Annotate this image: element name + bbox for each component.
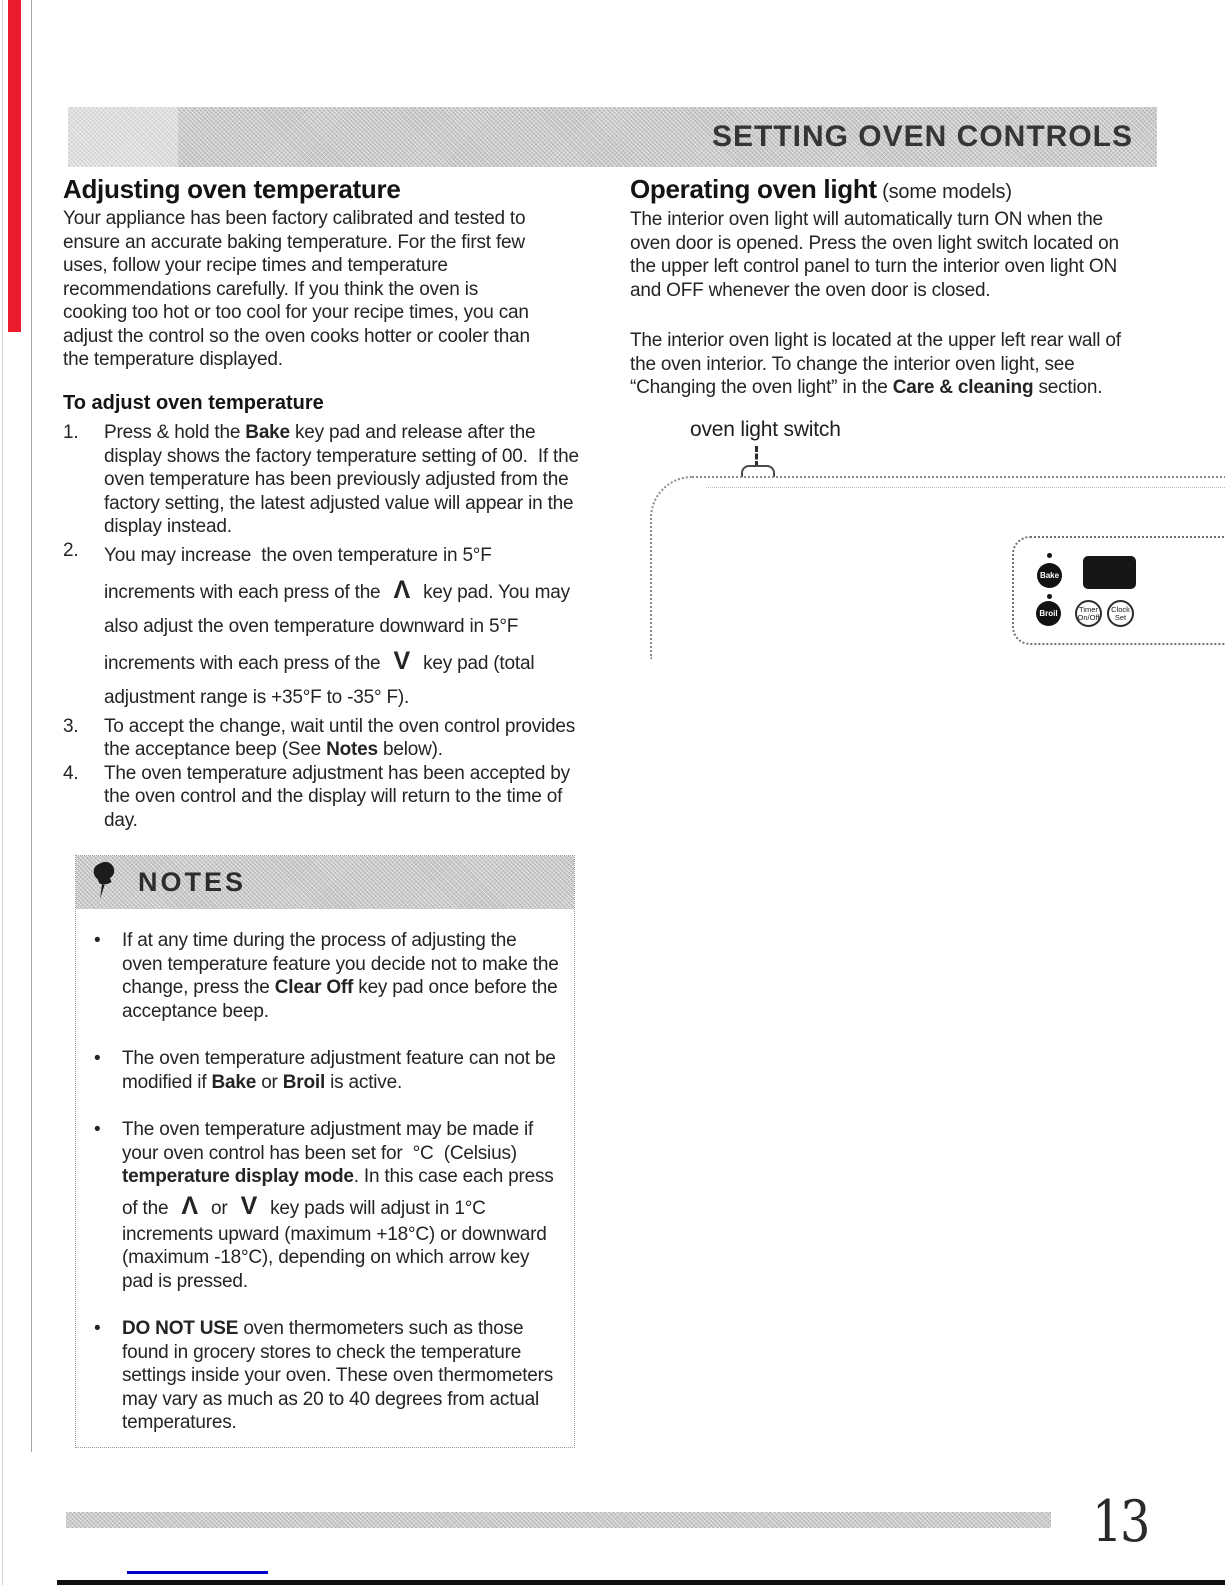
adjusting-oven-temperature-heading: Adjusting oven temperature <box>63 174 401 204</box>
page-number: 13 <box>1092 1489 1148 1555</box>
list-item <box>63 715 583 762</box>
list-item-number: 2. <box>63 539 79 561</box>
note-text: DO NOT USE oven thermometers such as those found in grocery stores to check the temperature settings inside your oven. These oven thermometers may vary as much as 20 to 40 degrees from actual temperatures. <box>122 1318 554 1433</box>
section-header-band <box>68 107 1157 167</box>
bake-indicator-dot <box>1047 553 1052 558</box>
notes-body <box>76 909 574 1435</box>
list-item <box>63 421 583 539</box>
adjusting-intro-paragraph: Your appliance has been factory calibrated and tested to ensure an accurate baking temperature. For the first few uses, follow your recipe times and temperature recommendations carefully. If you think the oven is cooking too hot or too cool for your recipe times, you can adjust the control so the oven cooks hotter or cooler than the temperature displayed. <box>63 208 530 370</box>
clock-label-line1: Clock <box>1111 604 1130 614</box>
bullet-marker: • <box>94 930 101 951</box>
broil-keypad-illustration <box>1036 601 1061 626</box>
list-item-number: 4. <box>63 762 79 784</box>
timer-keypad-illustration <box>1075 600 1102 627</box>
broil-label: Broil <box>1039 609 1058 618</box>
note-text: If at any time during the process of adjusting the oven temperature feature you decide not to make the change, press the Clear Off key pad once before the acceptance beep. <box>122 930 559 1022</box>
control-panel-edge-line <box>706 487 1225 488</box>
leader-line <box>755 446 758 467</box>
heading-text: Operating oven light <box>630 174 877 204</box>
oven-light-switch-label: oven light switch <box>690 418 841 441</box>
clock-label-line2: Set <box>1114 612 1127 622</box>
timer-label-line2: On/Off <box>1077 612 1100 622</box>
list-item <box>63 539 583 715</box>
list-item <box>63 762 583 833</box>
notes-box <box>75 855 575 1448</box>
clock-keypad-illustration <box>1107 600 1134 627</box>
scan-bottom-edge <box>57 1580 1225 1585</box>
oven-light-paragraph-2: The interior oven light is located at the upper left rear wall of the oven interior. To change the interior oven light, see “Changing the oven light” in the Care & cleaning section. <box>630 330 1121 398</box>
scan-margin-line-inner <box>31 0 32 1452</box>
display-window-illustration <box>1083 556 1136 589</box>
section-header-band-cap <box>68 107 178 167</box>
oven-light-paragraph-1: The interior oven light will automatically turn ON when the oven door is opened. Press the oven light switch located on the upper left control panel to turn the interior oven light ON and OFF whenever the oven door is closed. <box>630 209 1119 301</box>
list-item-text: Press & hold the Bake key pad and release after the display shows the factory temperature setting of 00. If the oven temperature has been previously adjusted from the factory setting, the latest adjusted value will appear in the display instead. <box>104 422 579 537</box>
list-item-number: 3. <box>63 715 79 737</box>
control-cluster-illustration <box>1012 536 1225 645</box>
footer-rule-band <box>66 1512 1051 1528</box>
bake-keypad-illustration <box>1037 563 1062 588</box>
note-text: The oven temperature adjustment feature can not be modified if Bake or Broil is active. <box>122 1048 556 1093</box>
notes-header-band <box>76 856 574 909</box>
note-item <box>86 929 560 1023</box>
bullet-marker: • <box>94 1318 101 1339</box>
list-item-text: To accept the change, wait until the oven control provides the acceptance beep (See Notes below). <box>104 715 576 760</box>
note-item <box>86 1047 560 1094</box>
link-underline-artifact <box>127 1571 268 1574</box>
list-item-text: You may increase the oven temperature in 5°F increments with each press of the Λ key pad. You may also adjust the oven temperature downward in 5°F increments with each press of the V key pad (total adjustment range is +35°F to -35° F). <box>104 544 570 708</box>
bullet-marker: • <box>94 1048 101 1069</box>
scan-margin-line-outer <box>2 0 3 1585</box>
section-header-title: SETTING OVEN CONTROLS <box>711 120 1133 153</box>
bake-label: Bake <box>1039 571 1060 580</box>
list-item-text: The oven temperature adjustment has been accepted by the oven control and the display will return to the time of day. <box>104 762 570 831</box>
notes-title: NOTES <box>138 867 247 897</box>
note-item <box>86 1118 560 1293</box>
list-item-number: 1. <box>63 422 79 443</box>
note-text: The oven temperature adjustment may be made if your oven control has been set for °C (Celsius) temperature display mode. In this case each press of the Λ or V key pads will adjust in 1°C increments upward (maximum +18°C) or downward (maximum -18°C), depending on which arrow key pad is pressed. <box>122 1119 554 1292</box>
timer-label-line1: Timer <box>1079 604 1098 614</box>
heading-suffix: (some models) <box>876 181 1012 203</box>
operating-oven-light-heading <box>630 174 1012 205</box>
red-ribbon-mark <box>8 0 21 332</box>
note-item <box>86 1317 560 1435</box>
to-adjust-subheading: To adjust oven temperature <box>63 392 324 414</box>
bullet-marker: • <box>94 1119 101 1140</box>
pushpin-icon <box>92 860 118 905</box>
adjust-steps-list <box>63 421 583 832</box>
broil-indicator-dot <box>1047 594 1052 599</box>
